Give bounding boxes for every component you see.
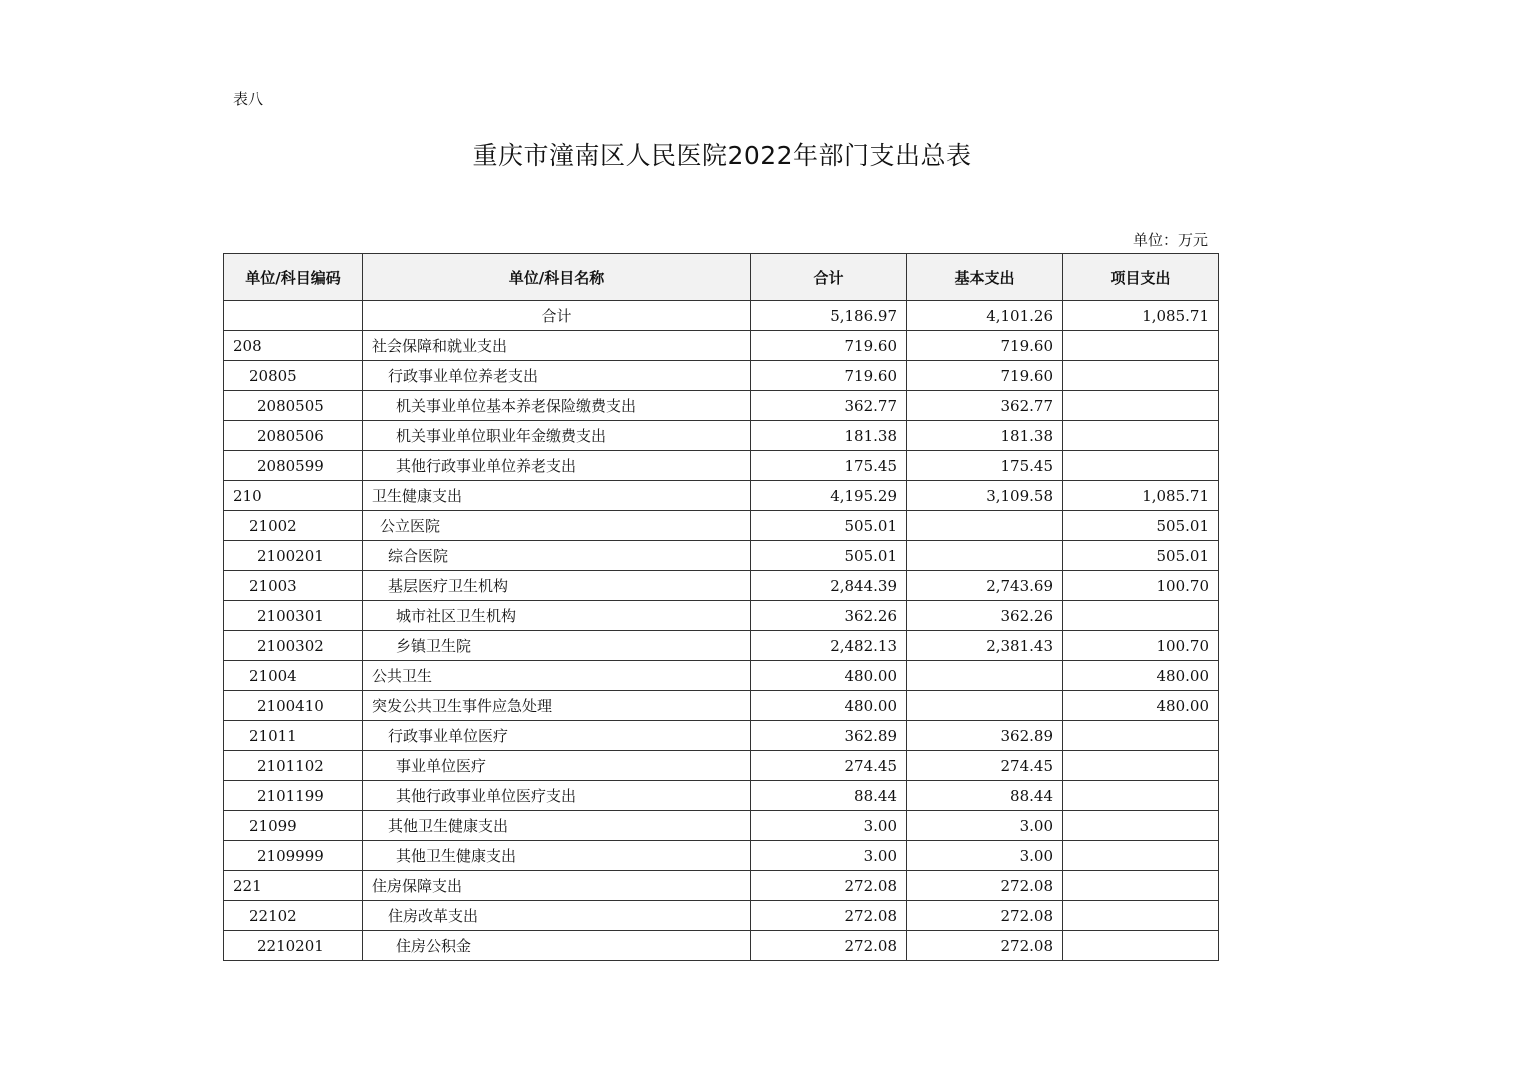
table-header-row [224, 254, 1219, 301]
cell-code: 21099 [224, 811, 363, 841]
cell-basic: 2,743.69 [907, 571, 1063, 601]
cell-project [1063, 931, 1219, 961]
cell-name: 综合医院 [363, 541, 751, 571]
table-row [224, 421, 1219, 451]
cell-basic: 88.44 [907, 781, 1063, 811]
cell-code: 2100410 [224, 691, 363, 721]
cell-project: 100.70 [1063, 571, 1219, 601]
cell-project: 480.00 [1063, 691, 1219, 721]
cell-project [1063, 601, 1219, 631]
cell-code: 2100302 [224, 631, 363, 661]
cell-project [1063, 361, 1219, 391]
cell-project: 505.01 [1063, 511, 1219, 541]
cell-project: 100.70 [1063, 631, 1219, 661]
cell-basic: 274.45 [907, 751, 1063, 781]
cell-code [224, 301, 363, 331]
cell-code: 21002 [224, 511, 363, 541]
column-header-total: 合计 [751, 254, 907, 301]
cell-total: 362.89 [751, 721, 907, 751]
cell-code: 2080505 [224, 391, 363, 421]
table-row [224, 721, 1219, 751]
cell-total: 719.60 [751, 331, 907, 361]
cell-basic: 181.38 [907, 421, 1063, 451]
cell-total: 2,844.39 [751, 571, 907, 601]
cell-total: 272.08 [751, 901, 907, 931]
cell-basic: 3.00 [907, 811, 1063, 841]
table-row [224, 871, 1219, 901]
cell-name: 城市社区卫生机构 [363, 601, 751, 631]
cell-code: 210 [224, 481, 363, 511]
unit-note: 单位：万元 [1132, 231, 1208, 249]
cell-name: 住房保障支出 [363, 871, 751, 901]
cell-total: 274.45 [751, 751, 907, 781]
column-header-project: 项目支出 [1063, 254, 1219, 301]
table-row [224, 331, 1219, 361]
cell-basic: 719.60 [907, 361, 1063, 391]
cell-code: 2101199 [224, 781, 363, 811]
cell-name: 住房改革支出 [363, 901, 751, 931]
cell-basic: 719.60 [907, 331, 1063, 361]
cell-name: 公共卫生 [363, 661, 751, 691]
cell-code: 22102 [224, 901, 363, 931]
cell-code: 2080506 [224, 421, 363, 451]
cell-name: 其他行政事业单位医疗支出 [363, 781, 751, 811]
table-row [224, 451, 1219, 481]
cell-code: 21011 [224, 721, 363, 751]
cell-total: 480.00 [751, 691, 907, 721]
cell-code: 21004 [224, 661, 363, 691]
cell-total: 181.38 [751, 421, 907, 451]
cell-basic [907, 661, 1063, 691]
cell-project [1063, 391, 1219, 421]
cell-basic: 272.08 [907, 901, 1063, 931]
cell-project: 1,085.71 [1063, 301, 1219, 331]
cell-code: 221 [224, 871, 363, 901]
cell-basic [907, 511, 1063, 541]
cell-basic: 362.89 [907, 721, 1063, 751]
table-row [224, 571, 1219, 601]
cell-total: 3.00 [751, 841, 907, 871]
cell-total: 5,186.97 [751, 301, 907, 331]
cell-project [1063, 331, 1219, 361]
cell-total: 2,482.13 [751, 631, 907, 661]
cell-code: 20805 [224, 361, 363, 391]
cell-code: 2080599 [224, 451, 363, 481]
expense-table [223, 253, 1219, 961]
cell-basic: 3,109.58 [907, 481, 1063, 511]
cell-name: 其他行政事业单位养老支出 [363, 451, 751, 481]
cell-project: 1,085.71 [1063, 481, 1219, 511]
cell-code: 2210201 [224, 931, 363, 961]
cell-project: 480.00 [1063, 661, 1219, 691]
table-row [224, 511, 1219, 541]
cell-total: 505.01 [751, 511, 907, 541]
column-header-name: 单位/科目名称 [363, 254, 751, 301]
table-row [224, 301, 1219, 331]
cell-name: 机关事业单位基本养老保险缴费支出 [363, 391, 751, 421]
table-row [224, 811, 1219, 841]
cell-name: 住房公积金 [363, 931, 751, 961]
column-header-basic: 基本支出 [907, 254, 1063, 301]
cell-total: 362.77 [751, 391, 907, 421]
cell-basic: 175.45 [907, 451, 1063, 481]
table-number-label: 表八 [233, 90, 264, 108]
cell-basic: 362.77 [907, 391, 1063, 421]
table-row [224, 751, 1219, 781]
cell-code: 2109999 [224, 841, 363, 871]
table-row [224, 391, 1219, 421]
table-row [224, 601, 1219, 631]
table-row [224, 541, 1219, 571]
table-row [224, 631, 1219, 661]
cell-project [1063, 811, 1219, 841]
table-row [224, 901, 1219, 931]
cell-total: 272.08 [751, 871, 907, 901]
cell-basic: 362.26 [907, 601, 1063, 631]
table-row [224, 691, 1219, 721]
cell-total: 505.01 [751, 541, 907, 571]
table-body [224, 301, 1219, 961]
cell-basic [907, 541, 1063, 571]
page-title: 重庆市潼南区人民医院2022年部门支出总表 [472, 141, 972, 170]
cell-name: 卫生健康支出 [363, 481, 751, 511]
cell-name: 公立医院 [363, 511, 751, 541]
cell-basic: 4,101.26 [907, 301, 1063, 331]
cell-name: 行政事业单位养老支出 [363, 361, 751, 391]
cell-project [1063, 841, 1219, 871]
table-row [224, 931, 1219, 961]
cell-project [1063, 781, 1219, 811]
cell-total: 362.26 [751, 601, 907, 631]
cell-name: 事业单位医疗 [363, 751, 751, 781]
cell-project [1063, 421, 1219, 451]
table-row [224, 781, 1219, 811]
cell-name: 其他卫生健康支出 [363, 811, 751, 841]
cell-total: 272.08 [751, 931, 907, 961]
cell-name: 突发公共卫生事件应急处理 [363, 691, 751, 721]
cell-total: 719.60 [751, 361, 907, 391]
cell-total: 3.00 [751, 811, 907, 841]
cell-basic: 272.08 [907, 871, 1063, 901]
cell-total: 4,195.29 [751, 481, 907, 511]
cell-basic: 2,381.43 [907, 631, 1063, 661]
cell-total: 175.45 [751, 451, 907, 481]
cell-name: 社会保障和就业支出 [363, 331, 751, 361]
cell-project [1063, 721, 1219, 751]
cell-project [1063, 751, 1219, 781]
cell-project [1063, 901, 1219, 931]
cell-name: 行政事业单位医疗 [363, 721, 751, 751]
cell-basic: 3.00 [907, 841, 1063, 871]
cell-name: 机关事业单位职业年金缴费支出 [363, 421, 751, 451]
table-row [224, 361, 1219, 391]
table-row [224, 661, 1219, 691]
cell-project [1063, 451, 1219, 481]
cell-code: 21003 [224, 571, 363, 601]
table-row [224, 841, 1219, 871]
cell-basic [907, 691, 1063, 721]
column-header-code: 单位/科目编码 [224, 254, 363, 301]
cell-code: 2100201 [224, 541, 363, 571]
cell-basic: 272.08 [907, 931, 1063, 961]
cell-total: 88.44 [751, 781, 907, 811]
cell-name: 其他卫生健康支出 [363, 841, 751, 871]
cell-code: 2101102 [224, 751, 363, 781]
cell-name: 基层医疗卫生机构 [363, 571, 751, 601]
cell-name: 合计 [363, 301, 751, 331]
table-row [224, 481, 1219, 511]
cell-code: 208 [224, 331, 363, 361]
cell-name: 乡镇卫生院 [363, 631, 751, 661]
cell-project [1063, 871, 1219, 901]
cell-code: 2100301 [224, 601, 363, 631]
cell-project: 505.01 [1063, 541, 1219, 571]
cell-total: 480.00 [751, 661, 907, 691]
